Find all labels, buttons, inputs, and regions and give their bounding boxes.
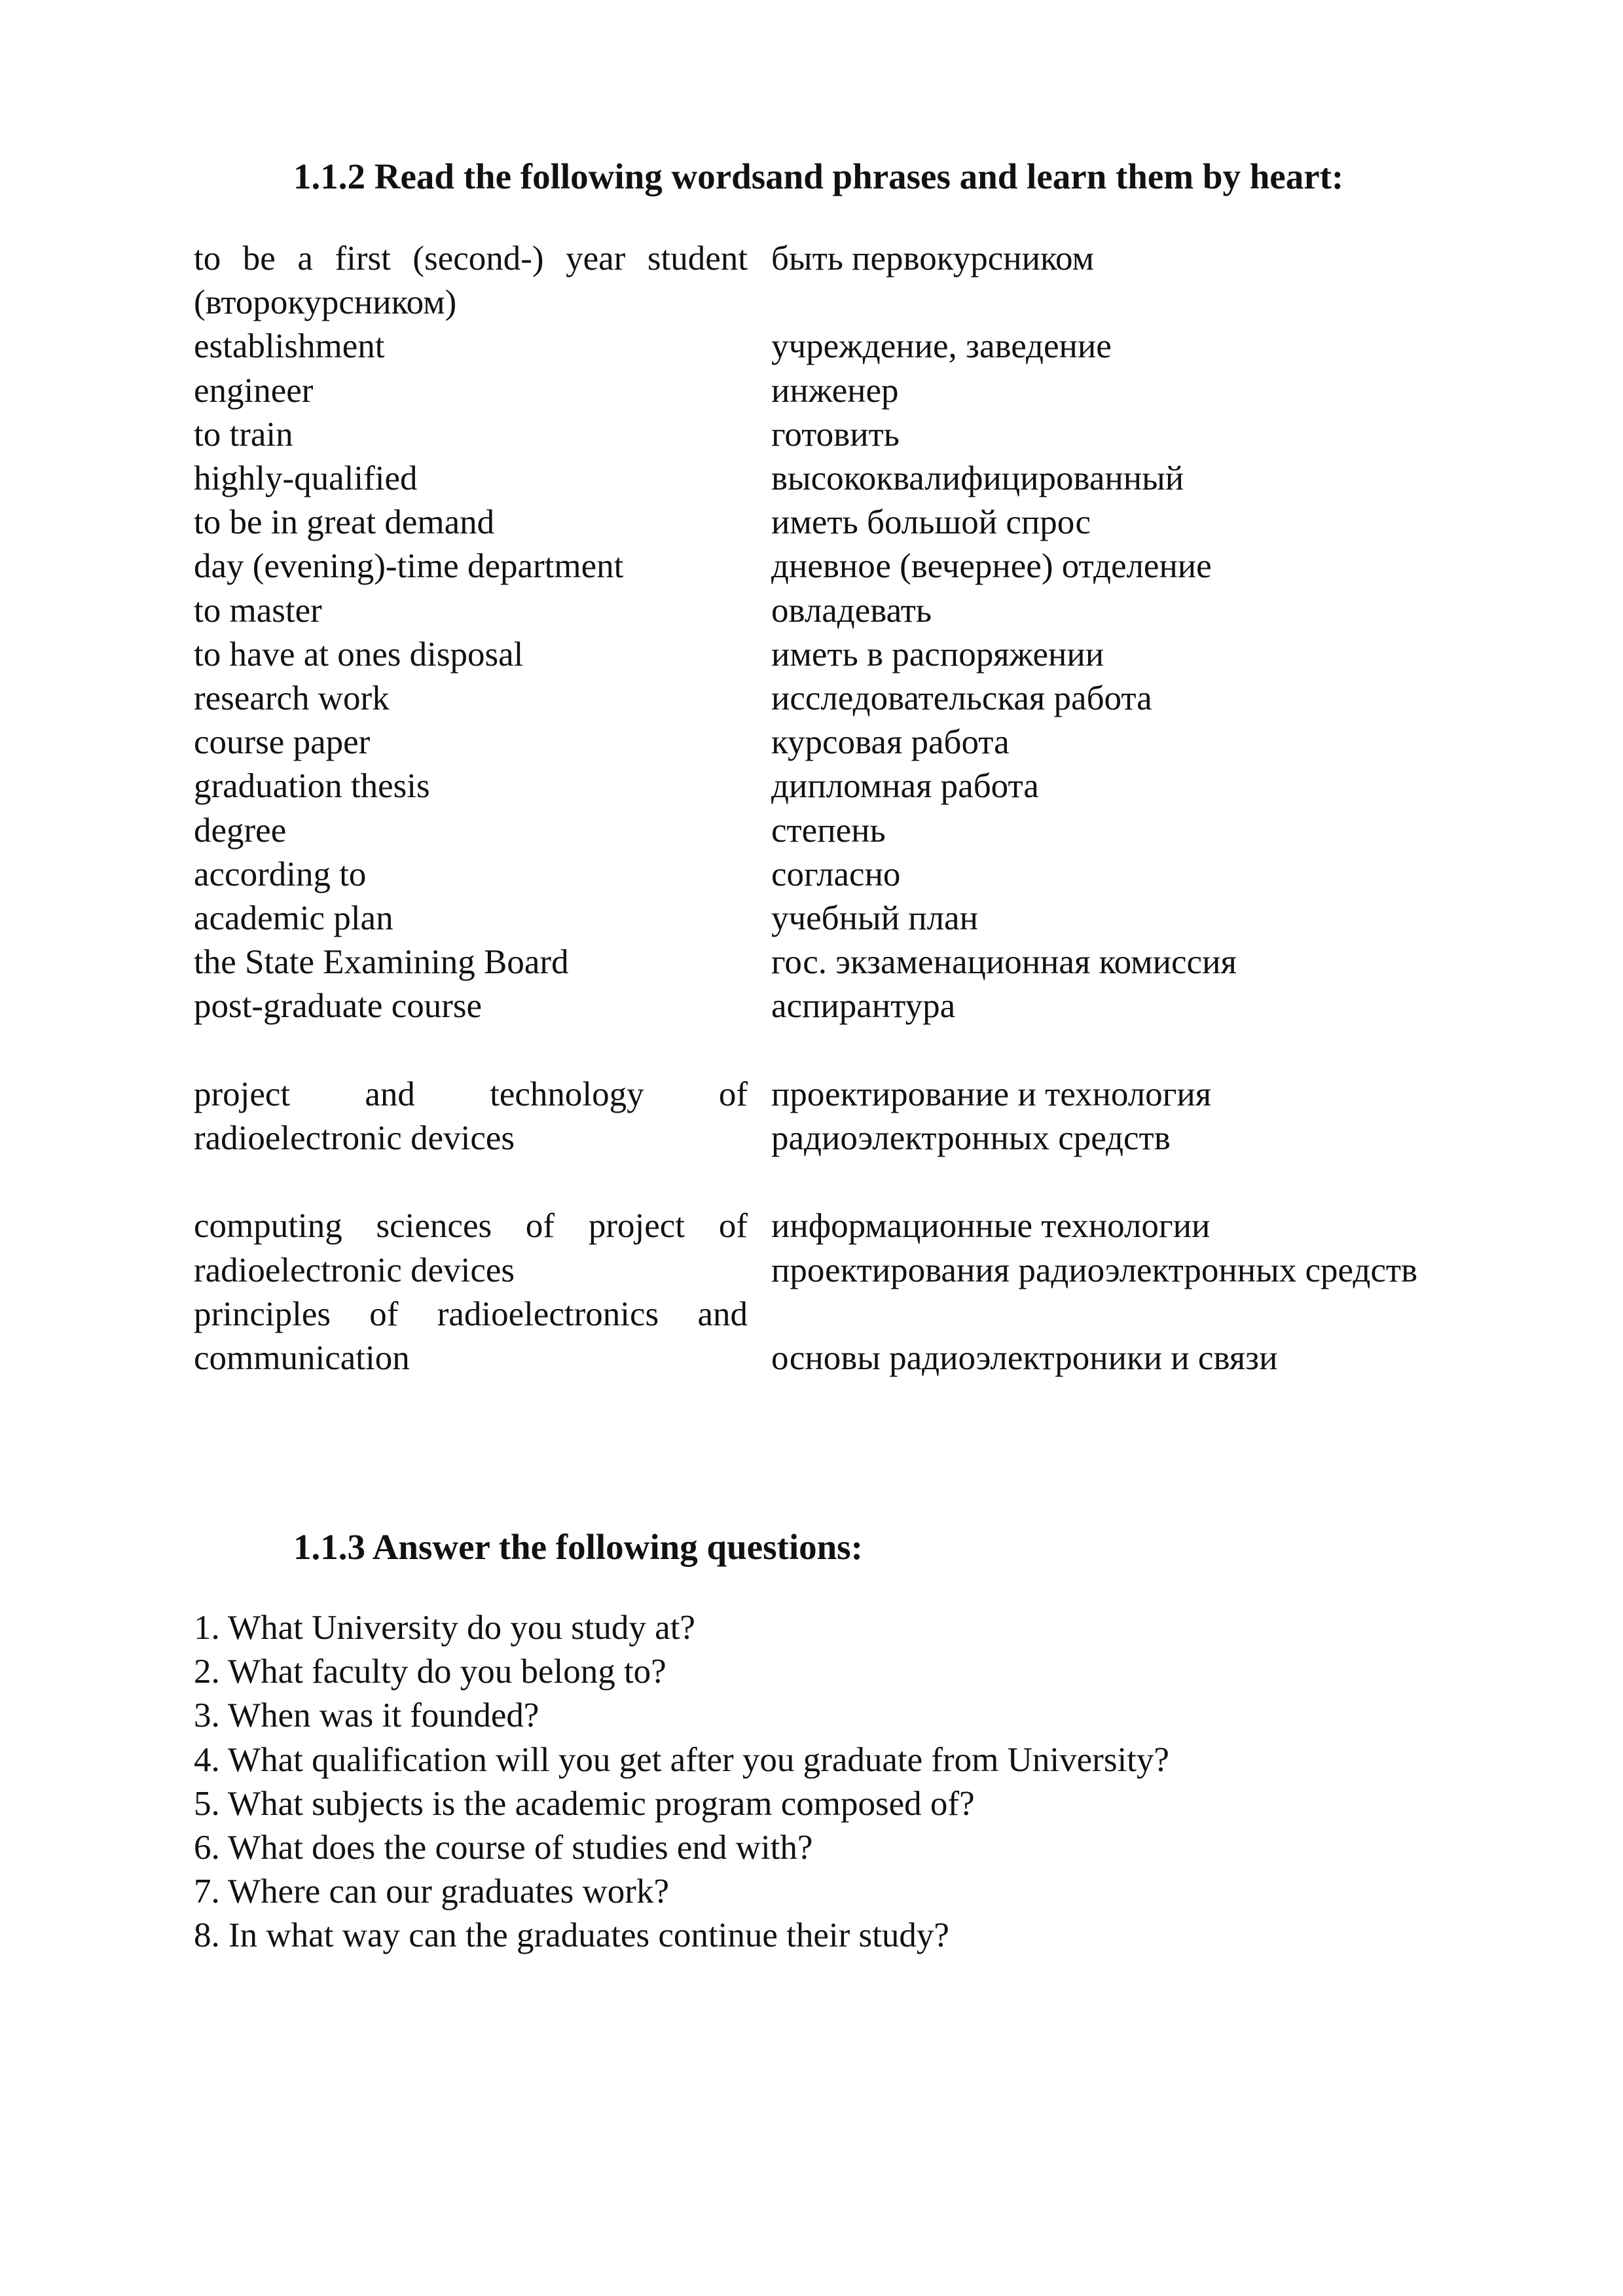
vocab-english: principles of radioelectronics and communication <box>194 1295 748 1378</box>
vocab-russian: гос. экзаменационная комиссия <box>771 943 1237 982</box>
vocab-english: to master <box>194 591 322 630</box>
vocab-english: the State Examining Board <box>194 943 569 982</box>
vocab-english: project and technology of radioelectronic devices <box>194 1075 748 1158</box>
vocab-english: establishment <box>194 327 385 366</box>
vocab-russian: проектирование и технология радиоэлектронных средств <box>771 1075 1212 1158</box>
vocab-russian: дипломная работа <box>771 767 1039 806</box>
vocab-russian: дневное (вечернее) отделение <box>771 547 1212 586</box>
vocab-english: graduation thesis <box>194 767 430 806</box>
vocab-russian: инженер <box>771 371 899 410</box>
section-heading-vocabulary: 1.1.2 Read the following wordsand phrases and learn them by heart: <box>293 156 1344 196</box>
vocab-row <box>194 325 1451 368</box>
vocab-russian: овладевать <box>771 591 932 630</box>
vocab-english: highly-qualified <box>194 459 418 498</box>
question-item: 3. When was it founded? <box>194 1696 539 1735</box>
vocab-row <box>194 941 1451 984</box>
vocab-russian: курсовая работа <box>771 723 1010 762</box>
vocab-row <box>194 589 1451 633</box>
vocab-russian: исследовательская работа <box>771 679 1152 718</box>
vocab-row <box>194 1073 1451 1160</box>
vocab-row <box>194 897 1451 941</box>
vocab-english: to be a first (second-) year student (второкурсником) <box>194 240 748 322</box>
vocab-row <box>194 853 1451 897</box>
vocab-english: academic plan <box>194 899 393 938</box>
vocab-row <box>194 984 1451 1028</box>
vocab-english: to be in great demand <box>194 503 495 542</box>
vocab-row <box>194 237 1451 325</box>
vocab-row <box>194 721 1451 764</box>
vocab-russian: информационные технологии проектирования радиоэлектронных средств <box>771 1207 1418 1289</box>
vocab-row <box>194 413 1451 457</box>
vocab-row <box>194 501 1451 545</box>
question-list <box>194 1606 1169 1958</box>
question-item: 8. In what way can the graduates continue their study? <box>194 1916 949 1955</box>
question-item: 7. Where can our graduates work? <box>194 1873 669 1911</box>
vocab-russian: учреждение, заведение <box>771 327 1112 366</box>
vocab-russian: высококвалифицированный <box>771 459 1184 498</box>
vocab-russian: основы радиоэлектроники и связи <box>771 1339 1278 1378</box>
vocab-row <box>194 764 1451 808</box>
vocab-row <box>194 809 1451 853</box>
vocab-russian: степень <box>771 811 886 850</box>
vocab-row <box>194 1204 1451 1292</box>
vocab-english: to have at ones disposal <box>194 635 524 673</box>
section-heading-questions: 1.1.3 Answer the following questions: <box>293 1527 863 1567</box>
question-item: 4. What qualification will you get after you graduate from University? <box>194 1740 1169 1779</box>
vocab-russian: быть первокурсником <box>771 240 1095 278</box>
vocab-row <box>194 457 1451 501</box>
vocab-english: course paper <box>194 723 371 762</box>
vocabulary-table <box>194 237 1451 1380</box>
vocab-russian: иметь большой спрос <box>771 503 1091 542</box>
vocab-english: research work <box>194 679 390 718</box>
vocab-english: computing sciences of project of radioelectronic devices <box>194 1207 748 1289</box>
vocab-russian: аспирантура <box>771 987 956 1026</box>
vocab-row <box>194 677 1451 721</box>
vocab-english: engineer <box>194 371 314 410</box>
vocab-russian: готовить <box>771 415 900 454</box>
question-item: 5. What subjects is the academic program composed of? <box>194 1784 975 1823</box>
vocab-row <box>194 1293 1451 1380</box>
vocab-row <box>194 545 1451 588</box>
question-item: 1. What University do you study at? <box>194 1609 695 1647</box>
vocab-english: post-graduate course <box>194 987 483 1026</box>
vocab-russian: учебный план <box>771 899 978 938</box>
vocab-english: to train <box>194 415 293 454</box>
vocab-russian: согласно <box>771 855 901 893</box>
vocab-english: day (evening)-time department <box>194 547 624 586</box>
vocab-row <box>194 369 1451 413</box>
vocab-english: according to <box>194 855 367 893</box>
vocab-russian: иметь в распоряжении <box>771 635 1104 673</box>
vocab-english: degree <box>194 811 287 850</box>
question-item: 6. What does the course of studies end with? <box>194 1829 813 1867</box>
vocab-row <box>194 633 1451 677</box>
question-item: 2. What faculty do you belong to? <box>194 1653 666 1691</box>
